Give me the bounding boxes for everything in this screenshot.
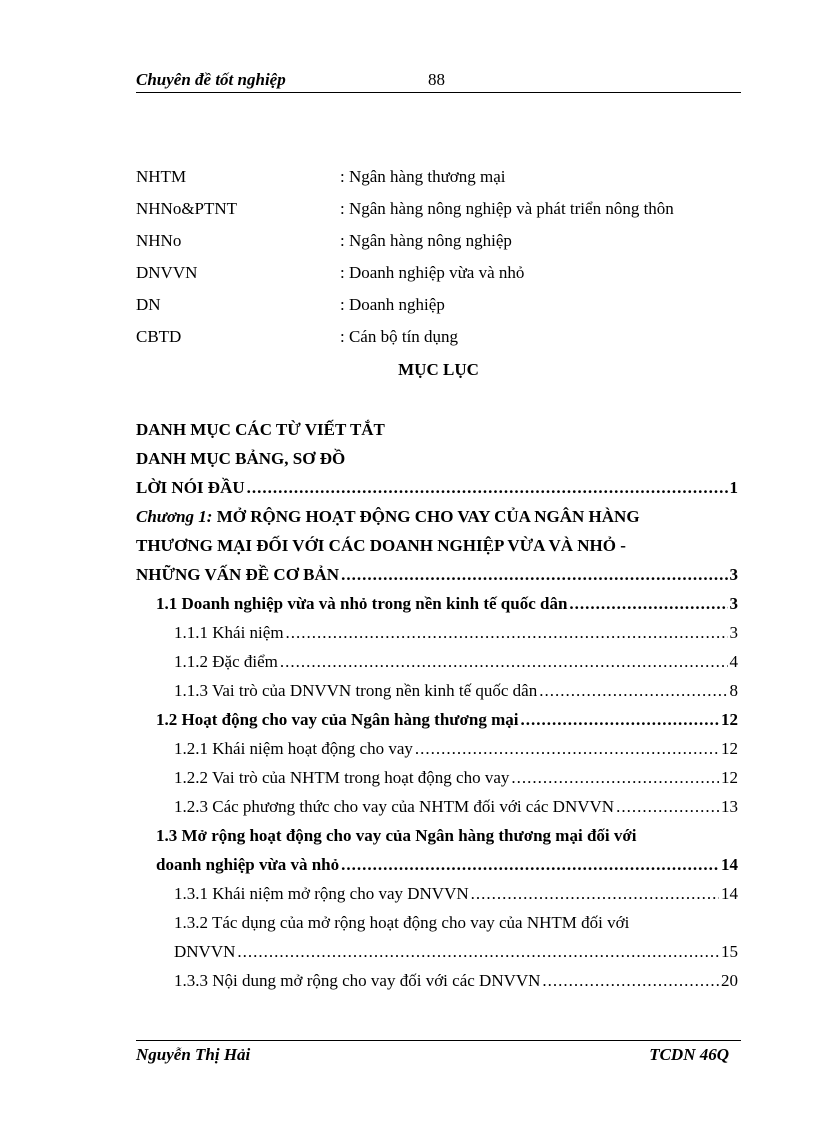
toc-entry-text: LỜI NÓI ĐẦU: [136, 478, 245, 497]
dot-leader: [471, 884, 719, 904]
abbreviation-term: NHNo&PTNT: [136, 199, 238, 218]
class-code: TCDN 46Q: [649, 1045, 729, 1064]
page-header: [136, 68, 741, 93]
dot-leader: [569, 594, 727, 614]
table-of-contents: [136, 420, 738, 1000]
toc-page-number: 14: [721, 884, 738, 903]
dot-leader: [521, 710, 719, 730]
toc-entry-text: 1.1.3 Vai trò của DNVVN trong nền kinh tế quốc dân: [174, 681, 538, 700]
toc-page-number: 3: [729, 565, 738, 584]
toc-page-number: 12: [721, 739, 738, 758]
abbreviation-row: [136, 163, 741, 195]
toc-page-number: 12: [721, 768, 738, 787]
abbreviation-term: CBTD: [136, 327, 182, 346]
toc-page-number: 12: [721, 710, 738, 729]
author-name: Nguyễn Thị Hải: [136, 1045, 251, 1064]
abbreviation-definition: : Doanh nghiệp vừa và nhỏ: [340, 263, 525, 282]
toc-entry-abbreviations[interactable]: DANH MỤC CÁC TỪ VIẾT TẮT: [136, 420, 385, 439]
toc-title: MỤC LỤC: [398, 360, 479, 379]
abbreviation-row: [136, 291, 741, 323]
toc-entry-1-3-end: [136, 855, 738, 884]
toc-entry-text: 1.3.3 Nội dung mở rộng cho vay đối với các DNVVN: [174, 971, 541, 990]
toc-entry-text: 1.1 Doanh nghiệp vừa và nhỏ trong nền kinh tế quốc dân: [156, 594, 568, 613]
abbreviation-row: [136, 259, 741, 291]
chapter-label: Chương 1:: [136, 507, 213, 526]
toc-entry-1-3-2[interactable]: 1.3.2 Tác dụng của mở rộng hoạt động cho vay của NHTM đối với: [174, 913, 630, 932]
toc-entry-text: 1.2 Hoạt động cho vay của Ngân hàng thương mại: [156, 710, 519, 729]
toc-entry-1-1-1[interactable]: [136, 623, 738, 652]
document-title: Chuyên đề tốt nghiệp: [136, 70, 286, 89]
abbreviation-row: [136, 227, 741, 259]
toc-entry-1-2-1[interactable]: [136, 739, 738, 768]
page-footer: [136, 1040, 741, 1071]
toc-entry-1-3-3[interactable]: [136, 971, 738, 1000]
dot-leader: [247, 478, 728, 498]
chapter-title-line3: NHỮNG VẤN ĐỀ CƠ BẢN: [136, 565, 340, 584]
toc-entry-1-1-2[interactable]: [136, 652, 738, 681]
toc-entry-text: 1.2.2 Vai trò của NHTM trong hoạt động cho vay: [174, 768, 510, 787]
page-number: 88: [428, 70, 445, 89]
toc-entry-1-1[interactable]: [136, 594, 738, 623]
dot-leader: [341, 855, 719, 875]
dot-leader: [511, 768, 719, 788]
toc-entry-1-2-2[interactable]: [136, 768, 738, 797]
abbreviation-term: DNVVN: [136, 263, 198, 282]
toc-entry-1-3[interactable]: 1.3 Mở rộng hoạt động cho vay của Ngân hàng thương mại đối với: [156, 826, 637, 845]
toc-page-number: 3: [729, 594, 738, 613]
toc-entry-tables[interactable]: DANH MỤC BẢNG, SƠ ĐỒ: [136, 449, 346, 468]
dot-leader: [280, 652, 728, 672]
toc-entry-text: DNVVN: [174, 942, 236, 961]
abbreviation-definition: : Doanh nghiệp: [340, 295, 445, 314]
toc-entry-preface[interactable]: [136, 478, 738, 507]
toc-entry-1-3-2-end: [136, 942, 738, 971]
dot-leader: [542, 971, 719, 991]
toc-page-number: 14: [721, 855, 738, 874]
dot-leader: [237, 942, 719, 962]
abbreviation-term: NHNo: [136, 231, 182, 250]
toc-entry-1-2[interactable]: [136, 710, 738, 739]
chapter-title-line1: MỞ RỘNG HOẠT ĐỘNG CHO VAY CỦA NGÂN HÀNG: [216, 507, 640, 526]
abbreviation-definition: : Ngân hàng nông nghiệp: [340, 231, 512, 250]
toc-entry-chapter1-end: [136, 565, 738, 594]
toc-entry-text: 1.2.1 Khái niệm hoạt động cho vay: [174, 739, 413, 758]
toc-page-number: 1: [729, 478, 738, 497]
toc-entry-text: 1.1.2 Đặc điểm: [174, 652, 278, 671]
toc-entry-1-3-1[interactable]: [136, 884, 738, 913]
toc-entry-text: 1.2.3 Các phương thức cho vay của NHTM đối với các DNVVN: [174, 797, 615, 816]
toc-page-number: 20: [721, 971, 738, 990]
toc-page-number: 8: [729, 681, 738, 700]
dot-leader: [616, 797, 719, 817]
abbreviation-row: [136, 195, 741, 227]
abbreviation-definition: : Ngân hàng thương mại: [340, 167, 506, 186]
toc-entry-text: 1.1.1 Khái niệm: [174, 623, 284, 642]
dot-leader: [286, 623, 728, 643]
toc-page-number: 13: [721, 797, 738, 816]
abbreviation-term: DN: [136, 295, 161, 314]
abbreviation-definition: : Ngân hàng nông nghiệp và phát triển nông thôn: [340, 199, 674, 218]
toc-entry-text: 1.3.1 Khái niệm mở rộng cho vay DNVVN: [174, 884, 469, 903]
chapter-title-line2: THƯƠNG MẠI ĐỐI VỚI CÁC DOANH NGHIỆP VỪA VÀ NHỎ -: [136, 536, 626, 555]
toc-entry-1-1-3[interactable]: [136, 681, 738, 710]
toc-entry-1-2-3[interactable]: [136, 797, 738, 826]
toc-page-number: 4: [729, 652, 738, 671]
toc-page-number: 15: [721, 942, 738, 961]
toc-page-number: 3: [729, 623, 738, 642]
abbreviation-term: NHTM: [136, 167, 187, 186]
toc-entry-chapter1[interactable]: [136, 507, 738, 536]
dot-leader: [539, 681, 727, 701]
abbreviation-definition: : Cán bộ tín dụng: [340, 327, 459, 346]
dot-leader: [415, 739, 719, 759]
dot-leader: [341, 565, 727, 585]
abbreviation-list: [136, 163, 741, 355]
toc-entry-text: doanh nghiệp vừa và nhỏ: [156, 855, 340, 874]
abbreviation-row: [136, 323, 741, 355]
